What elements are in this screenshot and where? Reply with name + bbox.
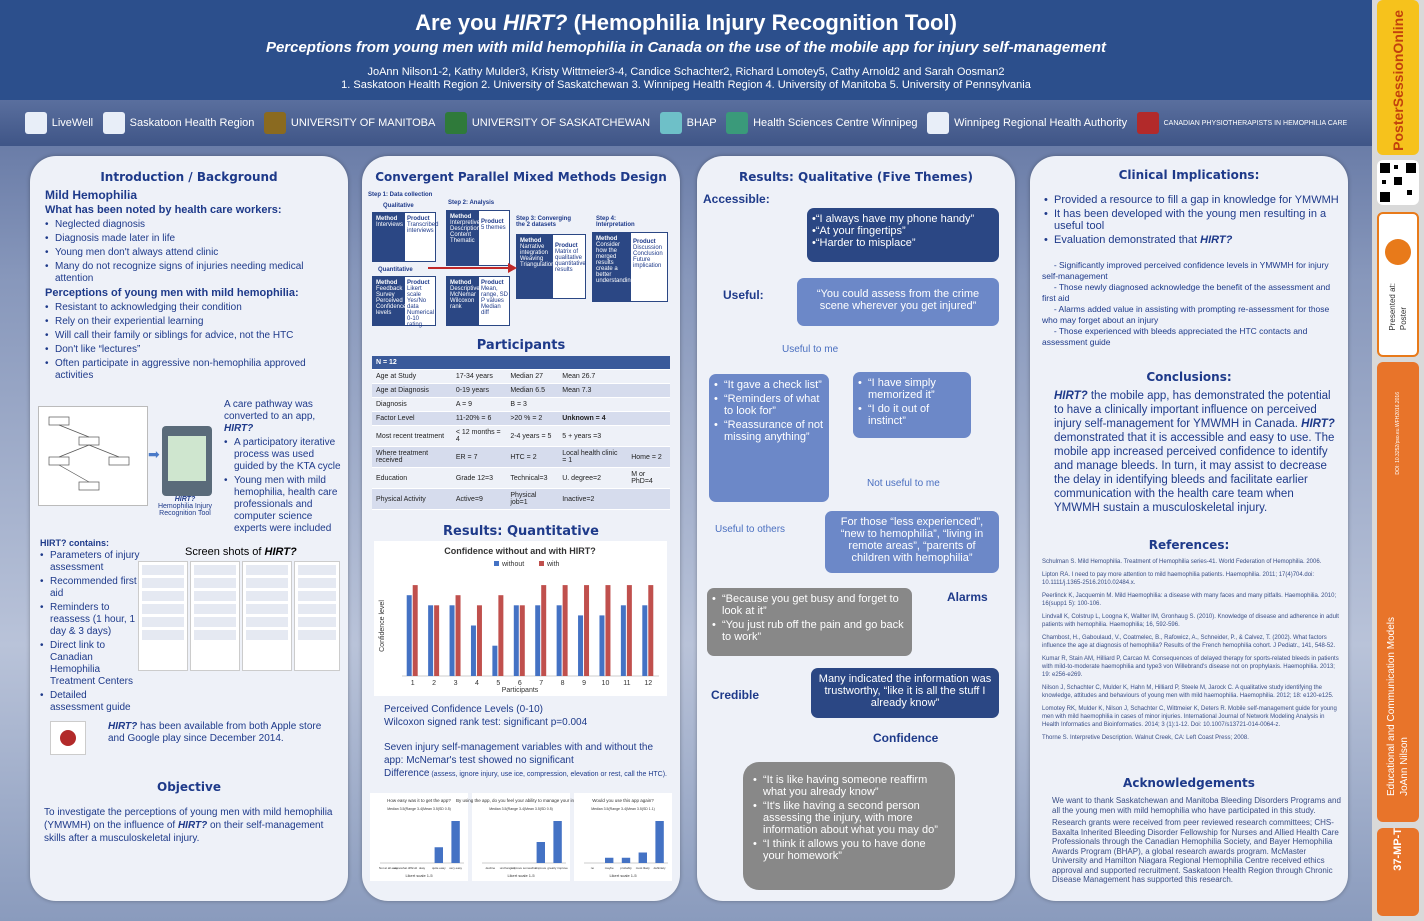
quant-heading: Results: Quantitative: [443, 524, 599, 539]
clinical-heading: Clinical Implications:: [1118, 168, 1260, 182]
cphc-logo: CANADIAN PHYSIOTHERAPISTS IN HEMOPHILIA CARE: [1137, 112, 1348, 134]
mini-x-tick: improve somewhat: [511, 866, 537, 870]
bar-with: [563, 585, 568, 676]
table-cell: Mean 7.3: [558, 384, 627, 398]
accessible-quotes: •“I always have my phone handy” •“At your fingertips” •“Harder to misplace”: [807, 208, 999, 262]
x-axis-label: Participants: [501, 687, 539, 694]
table-cell: Technical=3: [506, 468, 558, 489]
hsc-logo: Health Sciences Centre Winnipeg: [726, 112, 917, 134]
table-cell: Grade 12=3: [452, 468, 506, 489]
step1-quant-box: Method Feedback Survey Perceived Confidence levels Product Likert scale Yes/No data Numerical 0-10 rating: [372, 276, 436, 326]
design-heading: Convergent Parallel Mixed Methods Design: [375, 170, 667, 184]
arrow-icon: ➡: [148, 446, 160, 462]
table-cell: Inactive=2: [558, 489, 627, 510]
chart-title: Confidence without and with HIRT?: [444, 546, 596, 556]
participants-table: [372, 356, 670, 510]
noted-list: • Neglected diagnosis • Diagnosis made later in life • Young men don't always attend clinic • Many do not recognize signs of injuries needing medical attention: [45, 219, 340, 285]
bar-with: [520, 605, 525, 676]
mini-bar: [451, 821, 459, 863]
mini-bar: [605, 858, 613, 863]
mini-x-tick: no: [590, 866, 595, 870]
table-cell: N = 12: [372, 356, 452, 370]
table-cell: ER = 7: [452, 447, 506, 468]
clinical-list: • Provided a resource to fill a gap in knowledge for YMWMH • It has been developed with the young men resulting in a useful tool • Evaluation demonstrated that HIRT?: [1044, 194, 1344, 246]
table-cell: M or PhD=4: [627, 468, 670, 489]
mini-x-tick: maybe: [604, 866, 614, 870]
table-cell: 0-19 years: [452, 384, 506, 398]
mini-chart-subtitle: Median 3.5(Range 3-4)Mean 3.5(SD 0.5): [387, 807, 451, 811]
table-cell: [627, 370, 670, 384]
x-tick-label: 5: [496, 680, 501, 687]
confidence-chart: [374, 541, 667, 696]
credible-label: Credible: [711, 688, 760, 702]
hirt-app-icon: [50, 721, 86, 755]
mini-bar: [622, 858, 630, 863]
mini-bar: [655, 821, 663, 863]
mini-chart-subtitle: Median 3.5(Range 3-4)Mean 3.5(SD 1.1): [591, 807, 655, 811]
x-tick-label: 12: [644, 680, 653, 687]
mini-x-tick: somewhat difficult: [393, 866, 418, 870]
table-cell: [627, 426, 670, 447]
flowchart-icon: [39, 407, 147, 505]
x-tick-label: 3: [453, 680, 458, 687]
category-box: DOI: 10.3252/pso.eu.WFH2016.2016 Educational and Communication Models JoAnn Nilson: [1377, 362, 1419, 822]
mini-x-tick: definitely: [653, 866, 666, 870]
participants-heading: Participants: [476, 338, 566, 353]
table-cell: [627, 384, 670, 398]
table-cell: A = 9: [452, 398, 506, 412]
poster-subtitle: Perceptions from young men with mild hemophilia in Canada on the use of the mobile app for injury self-management: [265, 39, 1107, 56]
reference-item: Lindvall K, Colstrup L, Loogna K, Wallter IM, Gronhaug S. (2010). Knowledge of disease and adherence in adult patients with hemophilia. Haemophilia; 16, 592-596.: [1042, 614, 1339, 628]
bar-with: [627, 585, 632, 676]
care-pathway-diagram: [38, 406, 148, 506]
ack-heading: Acknowledgements: [1123, 776, 1255, 790]
difference-text: Difference (assess, ignore injury, use ice, compression, elevation or rest, call the HTC).: [384, 768, 667, 779]
table-row: [372, 412, 670, 426]
use-again-chart: [574, 793, 672, 881]
alarm-quotes: • “Because you get busy and forget to look at it” • “You just rub off the pain and go back to work”: [707, 588, 912, 656]
credible-quote: Many indicated the information was trustworthy, “like it is all the stuff I already know”: [811, 668, 999, 718]
bar-without: [535, 605, 540, 676]
x-tick-label: 7: [539, 680, 544, 687]
table-row: [372, 489, 670, 510]
objective-text: To investigate the perceptions of young men with mild hemophilia (YMWMH) on the influence of HIRT? on their self-management skills after a musculoskeletal injury.: [44, 807, 333, 844]
legend-swatch: [494, 561, 499, 566]
wrha-logo: Winnipeg Regional Health Authority: [927, 112, 1127, 134]
contains-list: • Parameters of injury assessment • Recommended first aid • Reminders to reassess (1 hour, 1 day & 3 days) • Direct link to Canadian Hemophilia Treatment Centers • Detailed assessment guide: [40, 550, 140, 716]
pathway-text: A care pathway was converted to an app, HIRT?: [224, 399, 316, 434]
step3-box: Method Narrative integration Weaving Triangulation Product Matrix of qualitative quantitative results: [516, 234, 586, 299]
table-row: [372, 447, 670, 468]
bar-with: [456, 595, 461, 676]
app-screen-1: [138, 561, 188, 671]
methods-panel: [362, 156, 680, 901]
step2-quant-box: Method Descriptive McNemar Wilcoxon rank Product Mean, range, SD P values Median diff: [446, 276, 510, 326]
bar-without: [578, 615, 583, 676]
alarms-label: Alarms: [947, 590, 988, 604]
mini-bar: [553, 821, 561, 863]
x-tick-label: 1: [410, 680, 415, 687]
x-tick-label: 10: [601, 680, 610, 687]
wilcoxon-text: Wilcoxon signed rank test: significant p=0.004: [384, 717, 588, 728]
mini-bar: [639, 853, 647, 864]
others-quote: For those “less experienced”, “new to hemophilia”, “living in remote areas”, “parents of children with hemophilia”: [825, 511, 999, 573]
bar-without: [471, 626, 476, 677]
reference-item: Lomotey RK, Mulder K, Nilson J, Schachter C, Wittmeier K, Deters R. Mobile self-management guide for young men with mild haemophilia in cases of minor injuries. International Journal of Network Modeling Analysis in Health Informatics and Bioinformatics. 2014; 3 (1):1-12. Doi: 10.1007/s13721-014-0064-z.: [1042, 706, 1337, 728]
saskatoon-health-logo: Saskatoon Health Region: [103, 112, 255, 134]
reference-item: Schulman S. Mild Hemophilia. Treatment of Hemophilia series-41. World Federation of Hemophilia. 2006.: [1042, 559, 1322, 565]
usask-logo: UNIVERSITY OF SASKATCHEWAN: [445, 112, 650, 134]
table-cell: [627, 489, 670, 510]
implications-panel: [1030, 156, 1348, 901]
presented-box: Presented at: Poster: [1377, 212, 1419, 357]
bar-with: [605, 585, 610, 676]
table-cell: [627, 398, 670, 412]
table-cell: B = 3: [506, 398, 558, 412]
perceptions-heading: Perceptions of young men with mild hemophilia:: [45, 287, 299, 299]
reference-item: Chambost, H., Gaboulaud, V., Coatmelec, B., Rafowicz, A., Schneider, P., & Calvez, T. (2002). What factors influence the age at diagnosis of hemophilia? Results of the French hemophilia cohort. J Pediatr., 141, 548-52.: [1042, 635, 1336, 649]
reference-item: Peerlinck K, Jacquemin M. Mild Haemophilia: a disease with many faces and many pitfalls. Haemophilia. 2010; 16(supp1 5): 100-106.: [1042, 593, 1337, 607]
app-screen-4: [294, 561, 340, 671]
noted-heading: What has been noted by health care workers:: [45, 204, 282, 216]
legend-label: without: [502, 561, 525, 568]
bar-without: [621, 605, 626, 676]
table-cell: Diagnosis: [372, 398, 452, 412]
table-cell: Most recent treatment: [372, 426, 452, 447]
checklist-quotes: • “It gave a check list” • “Reminders of what to look for” • “Reassurance of not missing anything”: [709, 374, 829, 502]
table-cell: Physical job=1: [506, 489, 558, 510]
table-row: [372, 384, 670, 398]
conclusions-text: HIRT? the mobile app, has demonstrated the potential to have a clinically important influence on perceived injury self-management for YMWMH in Canada. HIRT? demonstrated that it is accessible and easy to use. The mobile app increased perceived confidence to identify and manage bleeds. In turn, it may assist to decrease the delay in identifying bleeds and facilitate earlier communication with the health care team when YMWMH sustain a musculoskeletal injury.: [1054, 390, 1335, 514]
table-row: [372, 398, 670, 412]
useful-label: Useful:: [723, 288, 764, 302]
useful-to-me-label: Useful to me: [782, 344, 839, 355]
bar-without: [407, 595, 412, 676]
mini-x-label: Likert scale 1-5: [507, 873, 535, 878]
intro-heading: Introduction / Background: [100, 170, 278, 184]
bar-with: [413, 585, 418, 676]
mini-x-tick: improve: [535, 866, 547, 870]
mcnemar-text: Seven injury self-management variables with and without the app: McNemar's test showed no significant: [384, 742, 654, 766]
design-diagram: Step 1: Data collection Step 2: Analysis Step 3: Converging the 2 datasets Step 4: Interpretation Qualitative Quantitative Method Interviews Product Transcribed interviews Method Interpretive Description Content Thematic Product 5 themes Method Narrative integration Weaving Triangulation Product Matrix of qualitative quantitative results Method Consider how the merged results create a better understanding Product Discussion Conclusion Future implication Method Feedback Survey Perceived Confidence levels Product Likert scale Yes/No data Numerical 0-10 rating Method Descriptive McNemar Wilcoxon rank Product Mean, range, SD P values Median diff: [368, 192, 674, 332]
confidence-label: Confidence: [873, 731, 939, 745]
y-axis-label: Confidence level: [379, 600, 386, 652]
table-cell: [627, 356, 670, 370]
intro-panel: [30, 156, 348, 901]
table-cell: Median 27: [506, 370, 558, 384]
table-row: [372, 468, 670, 489]
references-list: [1042, 558, 1342, 747]
references-heading: References:: [1148, 538, 1230, 552]
table-cell: 17-34 years: [452, 370, 506, 384]
not-useful-label: Not useful to me: [867, 478, 940, 489]
table-cell: Physical Activity: [372, 489, 452, 510]
table-cell: Unknown = 4: [558, 412, 627, 426]
table-row: [372, 426, 670, 447]
step2-qual-box: Method Interpretive Description Content Thematic Product 5 themes: [446, 210, 510, 266]
table-row: [372, 370, 670, 384]
conclusions-heading: Conclusions:: [1146, 370, 1232, 384]
table-cell: < 12 months = 4: [452, 426, 506, 447]
table-cell: >20 % = 2: [506, 412, 558, 426]
perceptions-list: • Resistant to acknowledging their condition • Rely on their experiential learning • Will call their family or siblings for advice, not the HTC • Don't like “lectures” • Often participate in aggressive non-hemophilia approved activities: [45, 302, 340, 382]
poster-code: 37-MP-T: [1377, 828, 1419, 916]
side-bar: [1372, 0, 1424, 921]
levels-text: Perceived Confidence Levels (0-10): [384, 704, 543, 715]
umanitoba-logo: UNIVERSITY OF MANITOBA: [264, 112, 435, 134]
mini-x-tick: most likely: [635, 866, 650, 870]
bar-without: [599, 615, 604, 676]
mini-x-tick: okay: [418, 866, 426, 870]
useful-others-label: Useful to others: [715, 524, 786, 535]
x-tick-label: 8: [560, 680, 565, 687]
legend-label: with: [547, 561, 560, 568]
table-cell: Local health clinic = 1: [558, 447, 627, 468]
contains-heading: HIRT? contains:: [40, 538, 109, 548]
confidence-quotes: • “It is like having someone reaffirm what you already know” • “It's like having a second person assessing the injury, with more information about what you may do” • “I think it allows you to have done your homework”: [743, 762, 955, 890]
bar-with: [498, 595, 503, 676]
screenshots-label: Screen shots of HIRT?: [185, 546, 297, 558]
table-cell: 2-4 years = 5: [506, 426, 558, 447]
mini-chart-title: How easy was it to get the app?: [387, 798, 451, 803]
table-cell: [627, 412, 670, 426]
easy-app-chart: [370, 793, 468, 881]
mini-chart-title: By using the app, do you feel your ability to manage your injuries:: [455, 798, 587, 803]
mini-bar: [435, 847, 443, 863]
table-cell: Median 6.5: [506, 384, 558, 398]
table-cell: Factor Level: [372, 412, 452, 426]
x-tick-label: 2: [432, 680, 437, 687]
mini-x-tick: probably: [620, 866, 632, 870]
bar-without: [557, 605, 562, 676]
objective-heading: Objective: [157, 780, 221, 794]
mini-x-tick: Not at all easy: [378, 866, 398, 870]
legend-swatch: [539, 561, 544, 566]
table-cell: HTC = 2: [506, 447, 558, 468]
mini-x-tick: very easy: [449, 866, 463, 870]
reference-item: Nilson J, Schachter C, Mulder K, Hahn M, Hilliard P, Steele M, Jarock C. A qualitative study identifying the knowledge, attitudes and behaviours of young men with mild haemophilia. Haemophilia. 2012; 18: e120-e125.: [1042, 685, 1334, 699]
bhap-logo: BHAP: [660, 112, 717, 134]
reference-item: Kumar R, Stain AM, Hilliard P, Carcao M. Consequences of delayed therapy for sports-related bleeds in patients with mild-to-moderate haemophilia and type3 von Willebrand's disease not on prophylaxis. Haemophilia. 2013; 19: e256-e269.: [1042, 656, 1339, 678]
phone-caption-sub: Hemophilia Injury Recognition Tool: [157, 503, 213, 517]
bar-with: [477, 605, 482, 676]
x-tick-label: 4: [475, 680, 479, 687]
x-tick-label: 11: [623, 680, 631, 687]
mini-x-label: Likert scale 1-5: [609, 873, 637, 878]
converge-arrow-icon: [428, 262, 518, 274]
mini-x-label: Likert scale 1-5: [405, 873, 433, 878]
x-tick-label: 6: [517, 680, 522, 687]
useful-quote: “You could assess from the crime scene wherever you get injured”: [797, 278, 999, 326]
affiliations: 1. Saskatoon Health Region 2. University of Saskatchewan 3. Winnipeg Health Region 4. University of Manitoba 5. University of Pennsylvania: [341, 79, 1031, 91]
bar-with: [584, 585, 589, 676]
table-row: [372, 356, 670, 370]
table-cell: U. degree=2: [558, 468, 627, 489]
clinical-subs: - Significantly improved perceived confidence levels in YMWMH for injury self-management - Those newly diagnosed acknowledge the benefit of the assessment and first aid - Alarms added value in assisting with prompting re-assessment for those who may forget about an injury - Those experienced with bleeds appreciated the HTC contacts and assessment guide: [1042, 260, 1333, 347]
pso-brand: PosterSessionOnline: [1377, 0, 1419, 155]
table-cell: [558, 398, 627, 412]
qual-heading: Results: Qualitative (Five Themes): [739, 170, 973, 184]
logo-bar: [0, 100, 1372, 146]
poster-title: Are you HIRT? (Hemophilia Injury Recognition Tool): [415, 10, 957, 35]
bar-without: [514, 605, 519, 676]
table-cell: [558, 356, 627, 370]
phone-caption: HIRT?: [174, 496, 196, 503]
phone-photo: [162, 426, 212, 496]
bar-with: [434, 605, 439, 676]
x-tick-label: 9: [582, 680, 586, 687]
mini-x-tick: quite easy: [431, 866, 446, 870]
reference-item: Thorne S. Interpretive Description. Walnut Creek, CA: Left Coast Press; 2008.: [1042, 735, 1249, 741]
step1-qual-box: Method Interviews Product Transcribed interviews: [372, 212, 436, 262]
availability-text: HIRT? has been available from both Apple store and Google play since December 2014.: [108, 721, 322, 744]
bar-with: [541, 585, 546, 676]
qr-code-icon: [1377, 160, 1419, 205]
reference-item: Lipton RA. I need to pay more attention to mild haemophilia patients. Haemophilia. 2011; 17(4)704.doi: 10.1111/j.1365-2516.2010.02484.x.: [1042, 572, 1315, 586]
bar-without: [450, 605, 455, 676]
mini-bar: [537, 842, 545, 863]
table-cell: 5 + years =3: [558, 426, 627, 447]
table-cell: [506, 356, 558, 370]
authors: JoAnn Nilson1-2, Kathy Mulder3, Kristy Wittmeier3-4, Candice Schachter2, Richard Lomotey5, Cathy Arnold2 and Sarah Oosman2: [367, 66, 1005, 78]
bar-without: [428, 605, 433, 676]
mini-x-tick: decline: [485, 866, 496, 870]
pathway-list: • A participatory iterative process was used guided by the KTA cycle • Young men with mild hemophilia, health care professionals and computer science experts were included: [224, 437, 344, 535]
table-cell: Age at Study: [372, 370, 452, 384]
mild-heading: Mild Hemophilia: [45, 188, 138, 202]
qualitative-panel: [697, 156, 1015, 901]
table-cell: [452, 356, 506, 370]
mini-chart-subtitle: Median 3.5(Range 3-4)Mean 3.5(SD 0.5): [489, 807, 553, 811]
livewell-logo: LiveWell: [25, 112, 93, 134]
table-cell: Education: [372, 468, 452, 489]
mini-x-tick: unchanged: [499, 866, 515, 870]
bar-without: [492, 646, 497, 676]
accessible-label: Accessible:: [703, 192, 770, 206]
bar-with: [648, 585, 653, 676]
table-cell: Age at Diagnosis: [372, 384, 452, 398]
poster-header: [0, 0, 1372, 100]
bar-without: [642, 605, 647, 676]
table-cell: Home = 2: [627, 447, 670, 468]
memorized-quotes: • “I have simply memorized it” • “I do it out of instinct”: [853, 372, 971, 438]
table-cell: Where treatment received: [372, 447, 452, 468]
table-cell: 11-20% = 6: [452, 412, 506, 426]
app-screen-2: [190, 561, 240, 671]
ack-text: We want to thank Saskatchewan and Manitoba Bleeding Disorders Programs and all the young men with mild hemophilia who have participated in this study. Research grants were received from peer reviewed research committees; CHS-Baxalta Inherited Bleeding Disorder Fellowship for Nurses and Allied Health Care Professionals through the Canadian Hemophilia Society, and Bayer Hemophilia Awards Program (BHAP), a global research awards program. McMaster University and Hamilton Niagara Regional Hemophilia Centre received ethics approval and supported recruitment. Saskatoon Health Region through Chronic Disease Management has supported this research.: [1052, 796, 1341, 884]
mini-chart-title: Would you use this app again?: [592, 798, 654, 803]
table-cell: Mean 26.7: [558, 370, 627, 384]
step4-box: Method Consider how the merged results create a better understanding Product Discussion Conclusion Future implication: [592, 232, 668, 302]
app-screen-3: [242, 561, 292, 671]
table-cell: Active=9: [452, 489, 506, 510]
mini-x-tick: greatly improve: [547, 866, 568, 870]
